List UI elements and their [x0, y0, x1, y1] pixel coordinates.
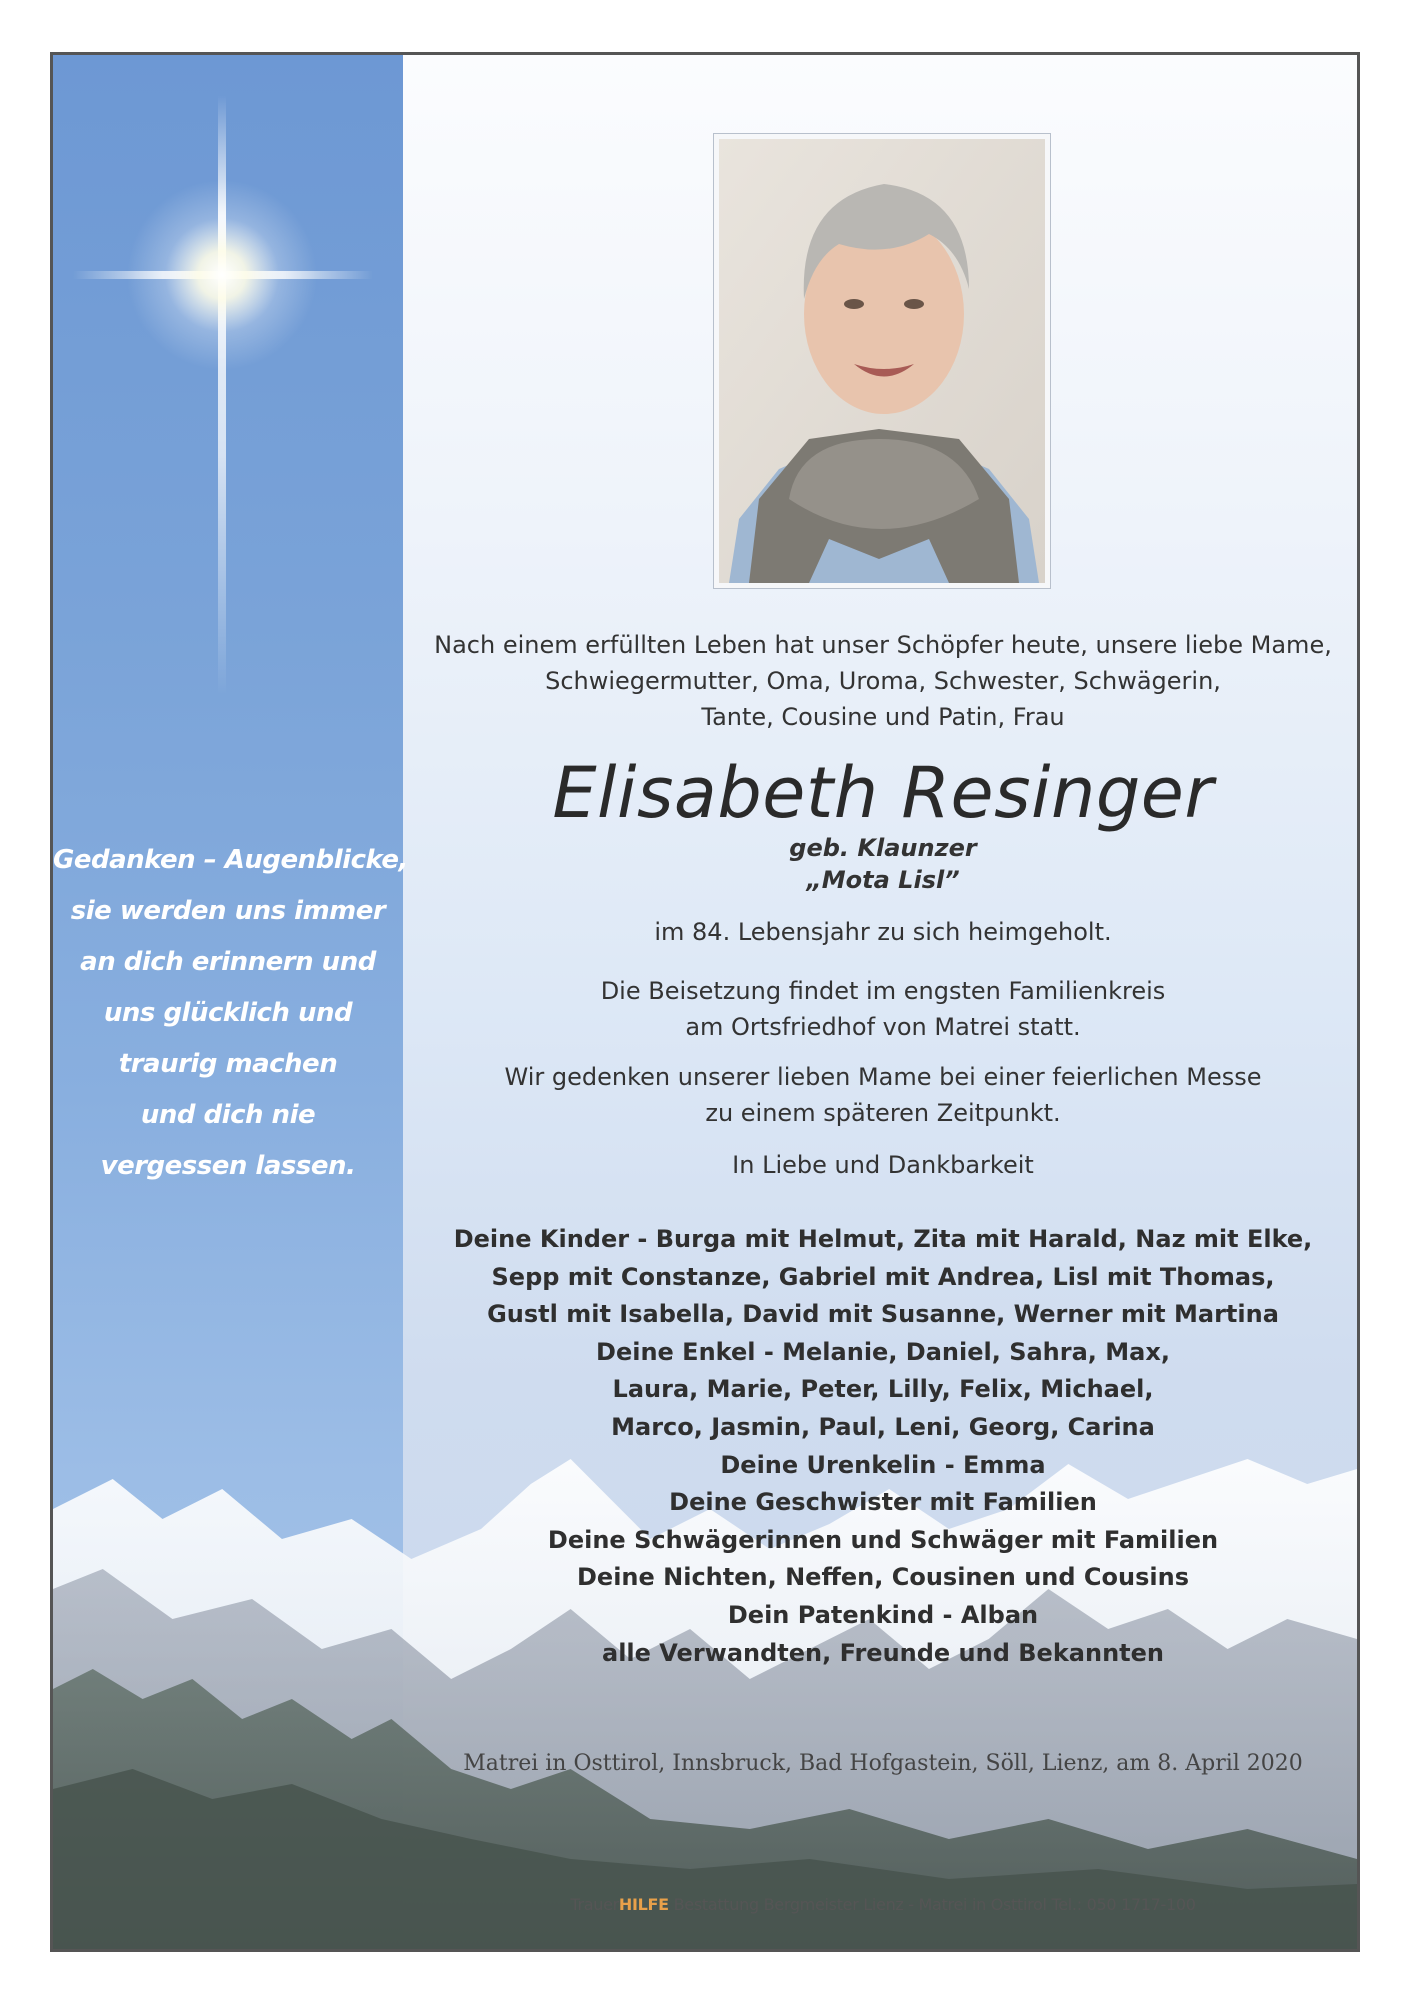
footer-prefix: Trauer [570, 1895, 619, 1914]
mass-line: zu einem späteren Zeitpunkt. [705, 1099, 1061, 1127]
portrait-photo [719, 139, 1045, 583]
intro-line: Nach einem erfüllten Leben hat unser Schöpfer heute, unsere liebe Mame, [434, 631, 1332, 659]
survivor-line: Gustl mit Isabella, David mit Susanne, Werner mit Martina [487, 1300, 1279, 1329]
poem-line: und dich nie [140, 1100, 316, 1130]
birth-name-block [403, 832, 1360, 896]
funeral-line: am Ortsfriedhof von Matrei statt. [685, 1013, 1081, 1041]
survivors-list [403, 1221, 1360, 1672]
intro-line: Tante, Cousine und Patin, Frau [701, 703, 1065, 731]
funeral-text [403, 973, 1360, 1045]
funeral-home-footer [403, 1895, 1360, 1914]
survivor-line: alle Verwandten, Freunde und Bekannten [602, 1638, 1164, 1667]
survivor-line: Dein Patenkind - Alban [727, 1600, 1039, 1629]
birth-name: geb. Klaunzer [789, 834, 977, 862]
poem-line: uns glücklich und [103, 998, 353, 1028]
place-date: Matrei in Osttirol, Innsbruck, Bad Hofgastein, Söll, Lienz, am 8. April 2020 [463, 1751, 1303, 1776]
survivor-line: Deine Nichten, Neffen, Cousinen und Cousins [577, 1563, 1189, 1592]
survivor-line: Deine Enkel - Melanie, Daniel, Sahra, Max, [596, 1337, 1170, 1366]
survivor-line: Deine Geschwister mit Familien [669, 1488, 1097, 1517]
poem-line: vergessen lassen. [100, 1151, 356, 1181]
footer-highlight: HILFE [618, 1895, 669, 1914]
intro-text [403, 627, 1360, 735]
poem-line: Gedanken – Augenblicke, [53, 845, 408, 875]
mass-line: Wir gedenken unserer lieben Mame bei einer feierlichen Messe [504, 1063, 1262, 1091]
intro-line: Schwiegermutter, Oma, Uroma, Schwester, Schwägerin, [545, 667, 1221, 695]
memorial-poem [53, 835, 408, 1192]
deceased-name: Elisabeth Resinger [552, 752, 1214, 834]
age-text: im 84. Lebensjahr zu sich heimgeholt. [654, 918, 1112, 946]
survivor-line: Laura, Marie, Peter, Lilly, Felix, Michael, [612, 1375, 1154, 1404]
poem-line: an dich erinnern und [80, 947, 376, 977]
nickname: „Mota Lisl” [806, 866, 960, 894]
portrait-frame [713, 133, 1051, 589]
survivor-line: Deine Kinder - Burga mit Helmut, Zita mit Harald, Naz mit Elke, [453, 1225, 1313, 1253]
radiant-cross-icon [53, 95, 403, 815]
obituary-card [50, 52, 1360, 1952]
survivor-line: Deine Schwägerinnen und Schwäger mit Familien [547, 1525, 1219, 1554]
funeral-line: Die Beisetzung findet im engsten Familienkreis [600, 977, 1166, 1005]
survivor-line: Marco, Jasmin, Paul, Leni, Georg, Carina [611, 1412, 1155, 1441]
poem-line: sie werden uns immer [70, 896, 386, 926]
survivor-line: Deine Urenkelin - Emma [720, 1450, 1046, 1479]
survivor-line: Sepp mit Constanze, Gabriel mit Andrea, Lisl mit Thomas, [491, 1262, 1275, 1291]
poem-line: traurig machen [118, 1049, 338, 1079]
footer-text: Bestattung Bergmeister Lienz - Matrei in Osttirol Tel.: 050 1717-100 [668, 1895, 1196, 1914]
closing-text: In Liebe und Dankbarkeit [732, 1151, 1034, 1179]
mass-text [403, 1059, 1360, 1131]
